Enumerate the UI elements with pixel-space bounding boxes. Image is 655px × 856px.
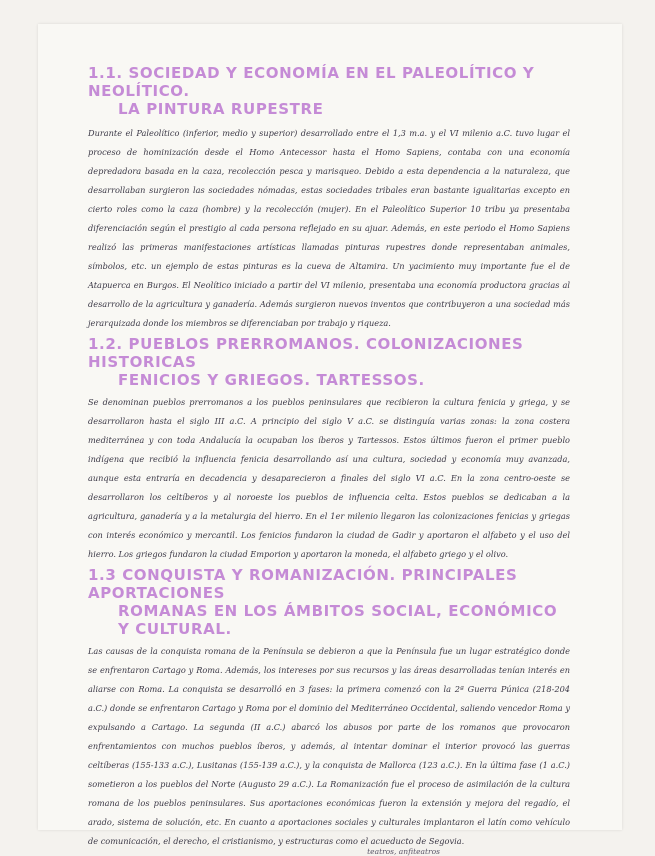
page-content xyxy=(88,64,570,856)
section-heading-3 xyxy=(88,566,570,638)
section-heading-3-line1: 1.3 CONQUISTA Y ROMANIZACIÓN. PRINCIPALES APORTACIONES xyxy=(88,566,518,602)
notebook-page xyxy=(38,24,622,856)
section-paragraph-3: Las causas de la conquista romana de la Península se debieron a que la Península fue un lugar estratégico donde se enfrentaron Cartago y Roma. Además, los intereses por sus recursos y las áreas desarrolladas tenían interés en aliarse con Roma. La conquista se desarrolló en 3 fases: la primera comenzó con la 2ª Guerra Púnica (218-204 a.C.) donde se enfrentaron Cartago y Roma por el dominio del Mediterráneo Occidental, saliendo vencedor Roma y expulsando a Cartago. La segunda (II a.C.) abarcó los abusos por parte de los romanos que provocaron enfrentamientos con muchos pueblos íberos, y además, al intentar dominar el interior provocó las guerras celtíberas (155-133 a.C.), Lusitanas (155-139 a.C.), y la conquista de Mallorca (123 a.C.). En la última fase (1 a.C.) sometieron a los pueblos del Norte (Augusto 29 a.C.). La Romanización fue el proceso de asimilación de la cultura romana de los pueblos peninsulares. Sus aportaciones económicas fueron la extensión y mejora del regadío, el arado, sistema de solución, etc. En cuanto a aportaciones sociales y culturales implantaron el latín como vehículo de comunicación, el derecho, el cristianismo, y estructuras como el acueducto de Segovia. xyxy=(88,646,570,846)
section-heading-2-line1: 1.2. PUEBLOS PRERROMANOS. COLONIZACIONES HISTORICAS xyxy=(88,335,524,371)
margin-note: teatros, anfiteatros xyxy=(367,847,440,856)
section-heading-2 xyxy=(88,335,570,389)
section-paragraph-1: Durante el Paleolítico (inferior, medio y superior) desarrollado entre el 1,3 m.a. y el VI milenio a.C. tuvo lugar el proceso de hominización desde el Homo Antecessor hasta el Homo Sapiens, contaba con una economía depredadora basada en la caza, recolección pesca y marisqueo. Debido a esta dependencia a la naturaleza, que desarrollaban surgieron las sociedades nómadas, estas sociedades tribales eran bastante igualitarias excepto en cierto roles como la caza (hombre) y la recolección (mujer). En el Paleolítico Superior 10 tribu ya presentaba diferenciación según el prestigio al cada persona reflejado en su ajuar. Además, en este periodo el Homo Sapiens realizó las primeras manifestaciones artísticas llamadas pinturas rupestres donde representaban animales, símbolos, etc. un ejemplo de estas pinturas es la cueva de Altamira. Un yacimiento muy importante fue el de Atapuerca en Burgos. El Neolítico iniciado a partir del VI milenio, presentaba una economía productora gracias al desarrollo de la agricultura y ganadería. Además surgieron nuevos inventos que contribuyeron a una sociedad más jerarquizada donde los miembros se diferenciaban por trabajo y riqueza. xyxy=(88,128,570,328)
section-paragraph-2: Se denominan pueblos prerromanos a los pueblos peninsulares que recibieron la cultura fenicia y griega, y se desarrollaron hasta el siglo III a.C. A principio del siglo V a.C. se distinguía varias zonas: la zona costera mediterránea y con toda Andalucía la ocupaban los íberos y Tartessos. Estos últimos fueron el primer pueblo indígena que recibió la influencia fenicia desarrollando así una cultura, sociedad y economía muy avanzada, aunque esta entraría en decadencia y desaparecieron a finales del siglo VI a.C. En la zona centro-oeste se desarrollaron los celtíberos y al noroeste los pueblos de influencia celta. Estos pueblos se dedicaban a la agricultura, ganadería y a la metalurgia del hierro. En el 1er milenio llegaron las colonizaciones fenicias y griegas con interés económico y mercantil. Los fenicios fundaron la ciudad de Gadir y aportaron el alfabeto y el uso del hierro. Los griegos fundaron la ciudad Emporion y aportaron la moneda, el alfabeto griego y el olivo. xyxy=(88,397,570,559)
section-heading-1 xyxy=(88,64,570,118)
section-heading-2-line2: FENICIOS Y GRIEGOS. TARTESSOS. xyxy=(118,371,425,389)
section-heading-1-line2: LA PINTURA RUPESTRE xyxy=(118,100,324,118)
section-heading-3-line2: ROMANAS EN LOS ÁMBITOS SOCIAL, ECONÓMICO Y CULTURAL. xyxy=(118,602,558,638)
section-heading-1-line1: 1.1. SOCIEDAD Y ECONOMÍA EN EL PALEOLÍTICO Y NEOLÍTICO. xyxy=(88,64,535,100)
